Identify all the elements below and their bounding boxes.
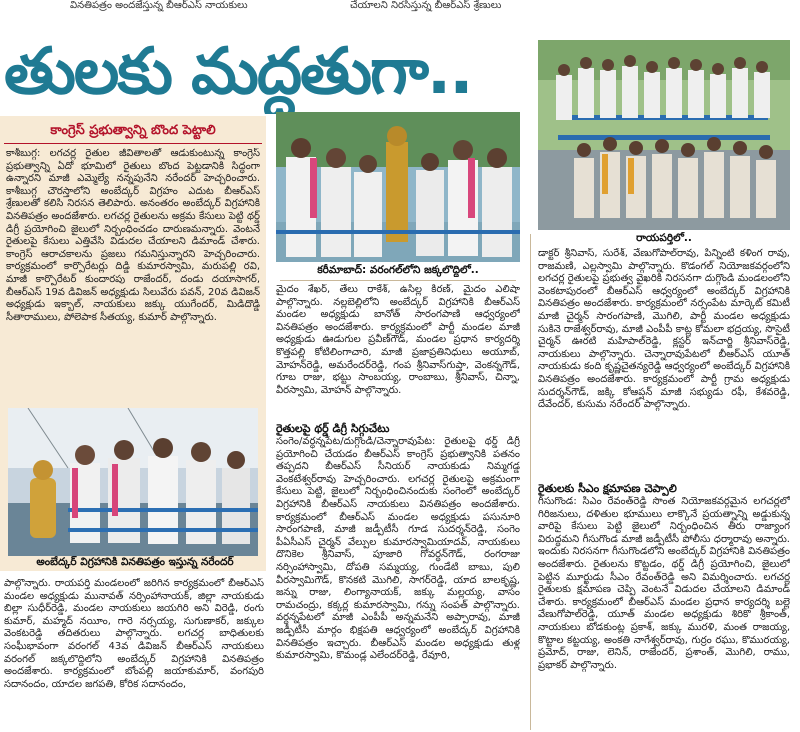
right-section xyxy=(538,482,790,730)
right-photo-image xyxy=(538,40,790,230)
left-photo-caption: అంబేద్కర్ విగ్రహానికి వినతిపత్రం ఇస్తున్న నరేందర్ xyxy=(4,556,266,569)
left-photo xyxy=(8,408,258,556)
mid-section-body: సంగెం/వర్ధన్నపేట/దుగ్గొండి/చెన్నారావుపేట: రైతులపై థర్డ్ డిగ్రీ ప్రయోగించి చేయడం బీఆర్ఎస్ కాంగ్రెస్ ప్రభుత్వానికి పతనం తప్పదని బీఆర్ఎస్ సీనియర్ నాయకుడు నిమ్మగడ్డ వెంకటేశ్వర్‌రావు హెచ్చరించారు. లగచర్ల రైతులపై అక్రమంగా కేసులు పెట్టి, జైలులో నిర్బంధించినందుకు సంగెంలో అంబేద్కర్ విగ్రహానికి బీఆర్ఎస్ నాయకులు వినతిపత్రం అందజేశారు. కార్యక్రమంలో బీఆర్ఎస్ మండల అధ్యక్షుడు పసునూరి సారంగపాణి, మాజీ జడ్పీటీసీ గూడ సుదర్శన్‌రెడ్డి, సంగెం పీఏసీఎస్ చైర్మన్ వేల్పుల కుమారస్వామియాదవ్, నాయకులు దొనికెల శ్రీనివాస్, పూజారి గోవర్ధన్‌గౌడ్, రంగరాజు నర్సింహాస్వామి, దోపతి సమ్మయ్య, గుండేటి బాబు, పులి వీరస్వామిగౌడ్, కొనకటి మొగిలి, సాగర్‌రెడ్డి, యాద బాలకృష్ణ, జన్ను రాజు, లింగ్యానాయక్, జక్కు మల్లయ్య, వాసం రామచంద్రు, కక్కర్ల కుమారస్వామి, గన్ను సంపత్ పాల్గొన్నారు. వర్ధన్నపేటలో మాజీ ఎంపీపీ అన్నమనేని అప్పారావు, మాజీ జడ్పీటీసీ మార్గం భిక్షపతి ఆధ్వర్యంలో అంబేద్కర్ విగ్రహానికి వినతిపత్రం ఇచ్చారు. బీఆర్ఎస్ మండల అధ్యక్షుడు తుళ్ల కుమారస్వామి, కొమండ్ల ఎలేందర్‌రెడ్డి, రేవూరి, xyxy=(276,436,520,662)
mid-section-heading: రైతులపై థర్డ్ డిగ్రీ సిగ్గుచేటు xyxy=(276,422,390,435)
right-article-body: డాక్టర్ శ్రీనివాస్, సురేశ్, వేణుగోపాల్‌రావు, పిన్నింటి కళింగ రావు, రాజమణి, ఎల్లస్వామి పాల్గొన్నారు. కొడంగల్ నియోజకవర్గంలోని లగచర్ల రైతులపై ప్రభుత్వ వైఖరికి నిరసనగా దుగ్గొండి మండలంలోని వెంకటాపురంలో బీఆర్ఎస్ ఆధ్వర్యంలో అంబేద్కర్ విగ్రహానికి వినతిపత్రం అందజేశారు. కార్యక్రమంలో నర్సంపేట మార్కెట్ కమిటీ మాజీ చైర్మన్ సారంగపాణి, మొగిలి, పార్టీ మండల అధ్యక్షుడు సుకినె రాజేశ్వర్‌రావు, మాజీ ఎంపీపీ కాట్ల కోమలా భద్రయ్య, సొసైటీ చైర్మన్ ఊరటి మహిపాల్‌రెడ్డి, క్లస్టర్ ఇన్‌చార్జి శ్రీనివాస్‌రెడ్డి, నాయకులు పాల్గొన్నారు. చెన్నారావుపేటలో బీఆర్ఎస్ యూత్ నాయకుడు కంది కృష్ణచైతన్యరెడ్డి ఆధ్వర్యంలో అంబేద్కర్ విగ్రహానికి వినతిపత్రం అందజేశారు. కార్యక్రమంలో పార్టీ గ్రామ అధ్యక్షుడు సుదర్శన్‌గౌడ్, జక్కి కోఆప్షన్ మాజీ సభ్యుడు రఫీ, కేశవరెడ్డి, దేవేందర్, కుసుమ నరేందర్ పాల్గొన్నారు. xyxy=(538,248,790,411)
right-photo xyxy=(538,40,790,230)
mid-photo-caption: కరీమాబాద్: వరంగల్‌లోని జక్కలొద్దిలో.. xyxy=(317,264,479,276)
mid-section xyxy=(276,422,520,730)
headline: తులకు మద్దతుగా.. xyxy=(4,35,472,109)
right-section-body: గీసుగొండ: సీఎం రేవంత్‌రెడ్డి సొంత నియోజకవర్గమైన లగచర్లలో గిరిజనులు, దళితుల భూములు లాక్కొనే ప్రయత్నాన్ని అడ్డుకున్న వారిపై కేసులు పెట్టి జైలులో నిర్బంధించిన తీరు రాజ్యాంగ విరుద్ధమని గీసుగొండ మాజీ జడ్పీటీసీ పోలీసు ధర్మారావు అన్నారు. ఇందుకు నిరసనగా గీసుగొండలోని అంబేద్కర్ విగ్రహానికి వినతిపత్రం అందజేశారు. రైతులను కొట్టడం, థర్డ్ డిగ్రీ ప్రయోగించి, జైలులో పెట్టిన మూర్ఖుడు సీఎం రేవంత్‌రెడ్డి అని విమర్శించారు. లగచర్ల రైతులకు క్షమాపణ చెప్పి వెంటనే విడుదల చేయాలని డిమాండ్ చేశారు. కార్యక్రమంలో బీఆర్ఎస్ మండల ప్రధాన కార్యదర్శి బల్లె వేణుగోపాల్‌రెడ్డి, యూత్ మండల అధ్యక్షుడు శిరికొ శ్రీకాంత్, నాయకులు బోడకుంట్ల ప్రకాశ్, జక్కు మురళి, మంత రాజయ్య, కొట్టాల కట్టయ్య, అంకతి నాగేశ్వర్‌రావు, గుర్రం రఘు, కొమురయ్య, ప్రమోద్, రాజు, లెనిన్, రాజేందర్, ప్రశాంత్, మొగిలి, రాము, ప్రభాకర్ పాల్గొన్నారు. xyxy=(538,496,790,671)
mid-caption-rule xyxy=(280,280,516,281)
left-article-body: కాశీబుగ్గ: లగచర్ల రైతుల జీవితాలతో ఆడుకుంటున్న కాంగ్రెస్ ప్రభుత్వాన్ని ఏదో భూమిలో రైతులు బొంద పెట్టడానికి సిద్ధంగా ఉన్నారని మాజీ ఎమ్మెల్యే నన్నపునేని నరేందర్ హెచ్చరించారు. కాశీబుగ్గ చౌరస్తాలోని అంబేద్కర్ విగ్రహం ఎదుట బీఆర్ఎస్ శ్రేణులతో కలిసి నిరసన తెలిపారు. అనంతరం అంబేద్కర్ విగ్రహానికి వినతిపత్రం అందజేశారు. లగచర్ల రైతులను అక్రమ కేసులు పెట్టి థర్డ్ డిగ్రీ ప్రయోగించి జైలులో నిర్బంధించడం దారుణమన్నారు. వెంటనే రైతులపై కేసులు ఎత్తివేసి విడుదల చేయాలని డిమాండ్ చేశారు. కాంగ్రెస్ ఆరాచకాలను ప్రజలు గమనిస్తున్నారని హెచ్చరించారు. కార్యక్రమంలో కార్పొరేటర్లు దిడ్డి కుమారస్వామి, మరుపల్లి రవి, మాజీ కార్పొరేటర్ కుందారపు రాజేందర్, దండు దయాసాగర్, బీఆర్ఎస్ 19వ డివిజన్ అధ్యక్షుడు సిలువేరు పవన్, 20వ డివిజన్ అధ్యక్షుడు ఇక్బాల్, నాయకులు జక్కు యుగేందర్, మిడిదొడ్డి సీతారాములు, పోలెపాక సీతయ్య, కుమార్ పాల్గొన్నారు. xyxy=(6,148,260,323)
mid-article-body: మైదం శేఖర్, తేలు రాకేశ్, ఉసిల్ల కిరణ్, మైదం ఎలిషా పాల్గొన్నారు. నల్లబెల్లిలోని అంబేద్కర్ విగ్రహానికి బీఆర్ఎస్ మండల అధ్యక్షుడు బానోత్ సారంగపాణి ఆధ్వర్యంలో వినతిపత్రం అందజేశారు. కార్యక్రమంలో పార్టీ మండల మాజీ అధ్యక్షుడు ఊడుగుల ప్రవీణ్‌గౌడ్, మండల ప్రధాన కార్యదర్శి కొత్తపల్లి కోటిలింగాచారి, మాజీ ప్రజాప్రతినిధులు అయూబ్, మోహన్‌రెడ్డి, అమరేందర్‌రెడ్డి, గంప శ్రీనివాస్‌గుప్తా, వెంకన్నగౌడ్, గూబ రాజు, భట్టు సాంబయ్య, రాంబాబు, శ్రీనివాస్, చిన్నా, వీరస్వామి, మోహన్ పాల్గొన్నారు. xyxy=(276,284,520,396)
top-strip-right: చేయాలని నిరసిస్తున్న బీఆర్ఎస్ శ్రేణులు xyxy=(350,0,502,11)
mid-photo-image xyxy=(276,112,520,262)
right-section-heading: రైతులకు సీఎం క్షమాపణ చెప్పాలి xyxy=(538,482,677,495)
left-photo-image xyxy=(8,408,258,556)
mid-photo xyxy=(276,112,520,262)
top-strip-left: వినతిపత్రం అందజేస్తున్న బీఆర్ఎస్ నాయకులు xyxy=(70,0,248,11)
right-photo-caption: రాయపర్తిలో.. xyxy=(636,232,692,244)
column-divider-right xyxy=(530,234,531,730)
left-subheading: కాంగ్రెస్ ప్రభుత్వాన్ని బొంద పెట్టాలి xyxy=(4,122,262,144)
left-bottom-body: పాల్గొన్నారు. రాయపర్తి మండలంలో జరిగిన కార్యక్రమంలో బీఆర్ఎస్ మండల అధ్యక్షుడు మునావత్ నర్సింహానాయక్, జిల్లా నాయకుడు బిల్లా సుధీర్‌రెడ్డి, మండల నాయకులు జయగిరి అని విరెడ్డి, రంగు కుమార్, మహ్మద్ నయీం, గారె నర్సయ్య, సుగుణాకర్, జక్కుల వెంకటరెడ్డి తదితరులు పాల్గొన్నారు. లగచర్ల బాధితులకు సంఘీభావంగా వరంగల్ 43వ డివిజన్ బీఆర్ఎస్ నాయకులు వరంగల్ జక్కలొద్దిలోని అంబేద్కర్ విగ్రహానికి వినతిపత్రం అందజేశారు. కార్యక్రమంలో బోంపల్లి జయాకుమార్, వంగపురి సదానందం, యాదల జగపతి, కోరిక సదానందం, xyxy=(4,578,264,690)
